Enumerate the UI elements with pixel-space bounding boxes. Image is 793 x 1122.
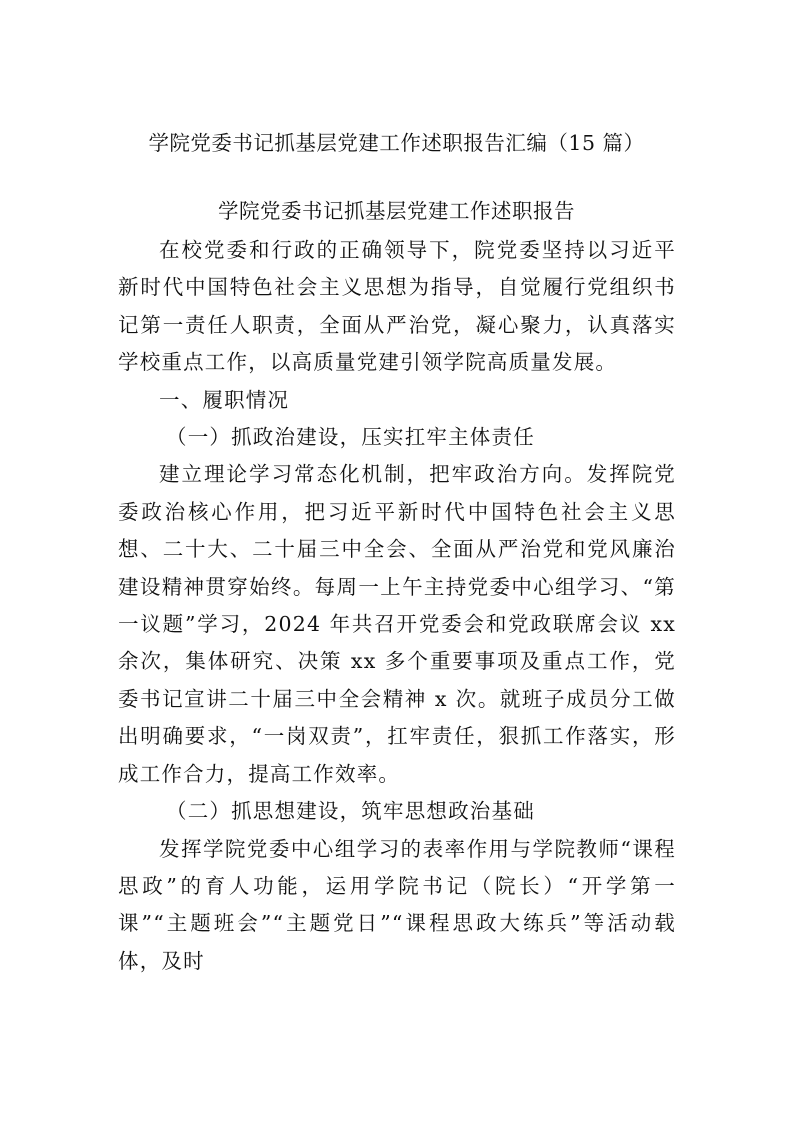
sub-heading-ideological: （二）抓思想建设，筑牢思想政治基础 [166,799,535,824]
political-paragraph: 建立理论学习常态化机制，把牢政治方向。发挥院党委政治核心作用，把习近平新时代中国特色社会主义思想、二十大、二十届三中全会、全面从严治党和党风廉治建设精神贯穿始终。每周一上午主持党委中心组学习、“第一议题”学习，2024 年共召开党委会和党政联席会议 xx 余次，集体研究、决策 xx 多个重要事项及重点工作，党委书记宣讲二十届三中全会精神 x 次。就班子成员分工做出明确要求，“一岗双责”，扛牢责任，狠抓工作落实，形成工作合力，提高工作效率。 [118,462,676,786]
document-body [118,232,676,980]
document-title: 学院党委书记抓基层党建工作述职报告汇编（15 篇） [148,131,645,155]
section-heading: 一、履职情况 [159,387,290,412]
ideological-paragraph: 发挥学院党委中心组学习的表率作用与学院教师“课程思政”的育人功能，运用学院书记（院长）“开学第一课”“主题班会”“主题党日”“课程思政大练兵”等活动载体，及时 [118,836,676,973]
sub-heading-political: （一）抓政治建设，压实扛牢主体责任 [166,425,535,450]
report-title: 学院党委书记抓基层党建工作述职报告 [218,199,575,223]
intro-paragraph: 在校党委和行政的正确领导下，院党委坚持以习近平新时代中国特色社会主义思想为指导，自觉履行党组织书记第一责任人职责，全面从严治党，凝心聚力，认真落实学校重点工作，以高质量党建引领学院高质量发展。 [118,238,676,375]
